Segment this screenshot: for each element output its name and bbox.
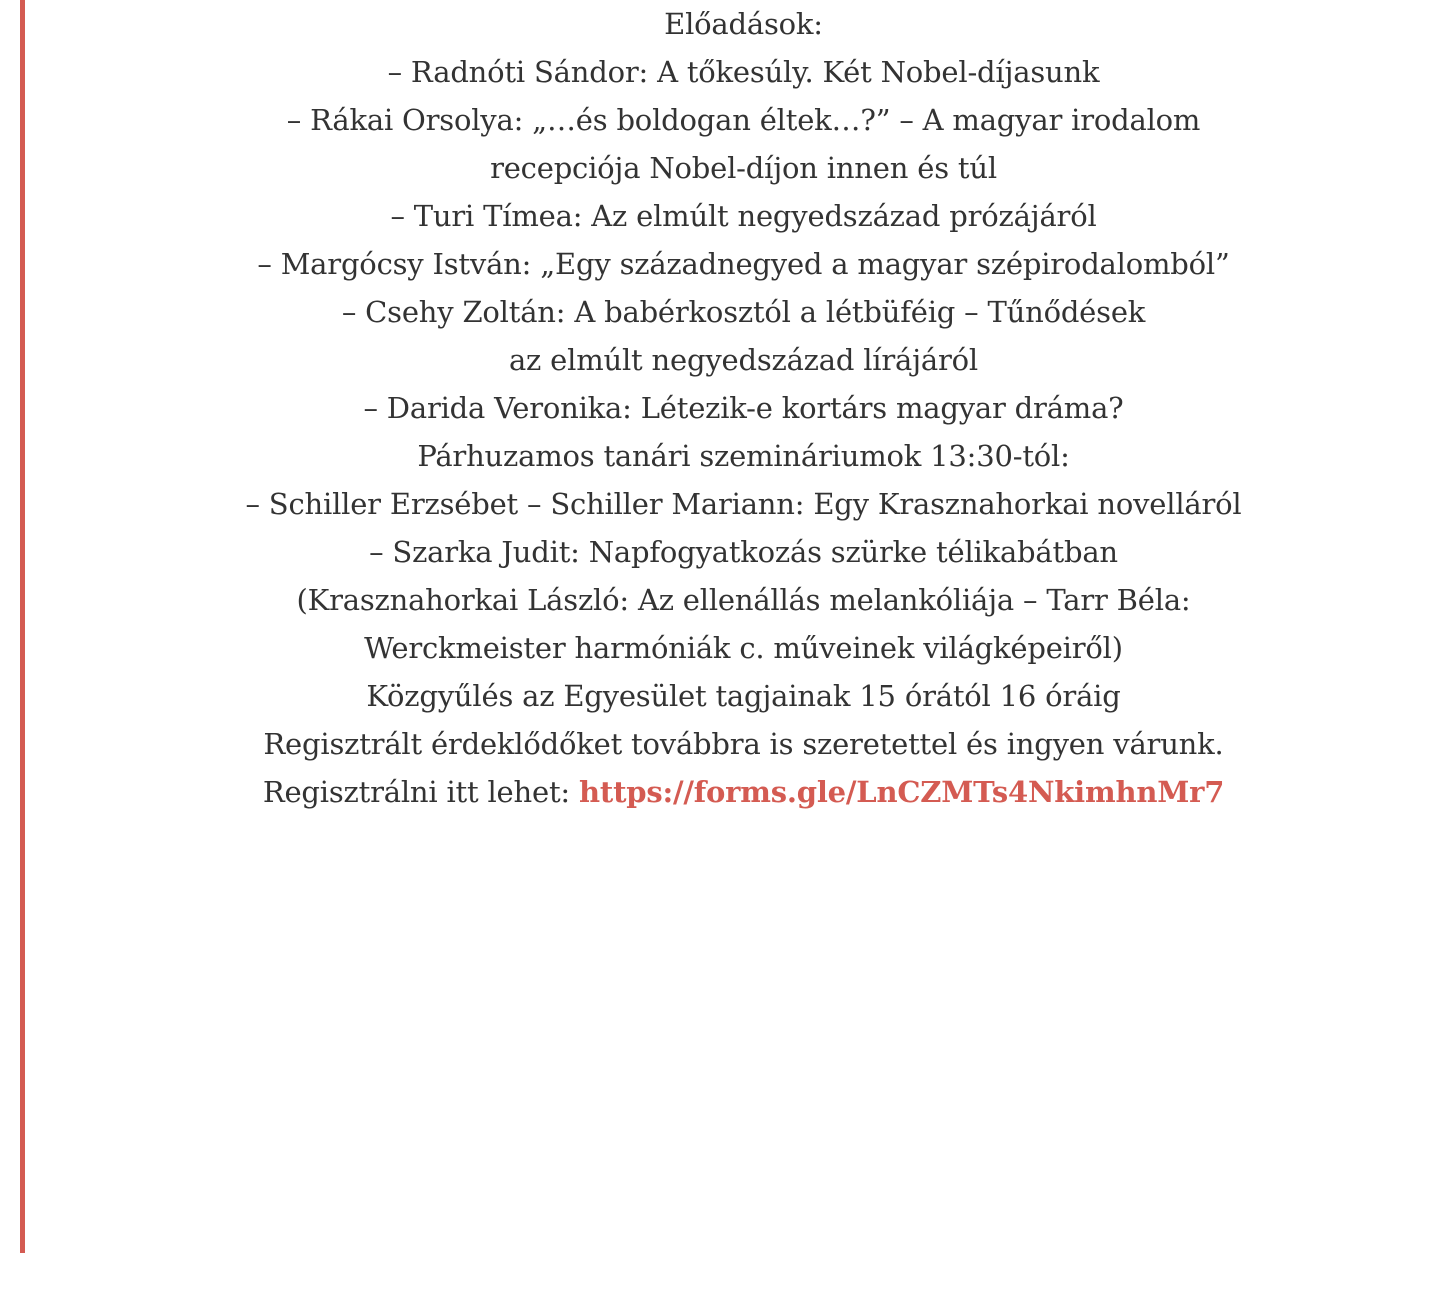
lecture-list [47,48,1440,432]
section-title-seminars: Párhuzamos tanári szemináriumok 13:30-tól: [417,439,1070,473]
program-blockquote [20,0,1440,1253]
seminar-line: – Schiller Erzsébet – Schiller Mariann: Egy Krasznahorkai novelláról [245,487,1242,521]
section-title-lectures: Előadások: [664,7,823,41]
lecture-line: – Turi Tímea: Az elmúlt negyedszázad prózájáról [390,199,1097,233]
registration-link[interactable]: https://forms.gle/LnCZMTs4NkimhnMr7 [578,775,1225,809]
registration-link-prefix: Regisztrálni itt lehet: [262,775,579,809]
lecture-line: – Radnóti Sándor: A tőkesúly. Két Nobel-díjasunk [387,55,1100,89]
assembly-note: Közgyűlés az Egyesület tagjainak 15 órától 16 óráig [366,679,1121,713]
lecture-line: – Darida Veronika: Létezik-e kortárs magyar dráma? [363,391,1124,425]
lecture-line: recepciója Nobel-díjon innen és túl [490,151,997,185]
seminar-line: (Krasznahorkai László: Az ellenállás melankóliája – Tarr Béla: [296,583,1191,617]
lecture-line: az elmúlt negyedszázad lírájáról [508,343,979,377]
registration-info [47,720,1440,816]
registration-link-line [47,768,1440,816]
registration-welcome-text: Regisztrált érdeklődőket továbbra is szeretettel és ingyen várunk. [263,727,1224,761]
seminar-list [47,480,1440,672]
lecture-line: – Csehy Zoltán: A babérkosztól a létbüféig – Tűnődések [341,295,1146,329]
seminar-line: Werckmeister harmóniák c. műveinek világképeiről) [364,631,1123,665]
lecture-line: – Margócsy István: „Egy századnegyed a magyar szépirodalomból” [257,247,1230,281]
seminar-line: – Szarka Judit: Napfogyatkozás szürke télikabátban [369,535,1118,569]
lecture-line: – Rákai Orsolya: „…és boldogan éltek…?” – A magyar irodalom [286,103,1201,137]
blockquote-left-border [20,0,25,1253]
